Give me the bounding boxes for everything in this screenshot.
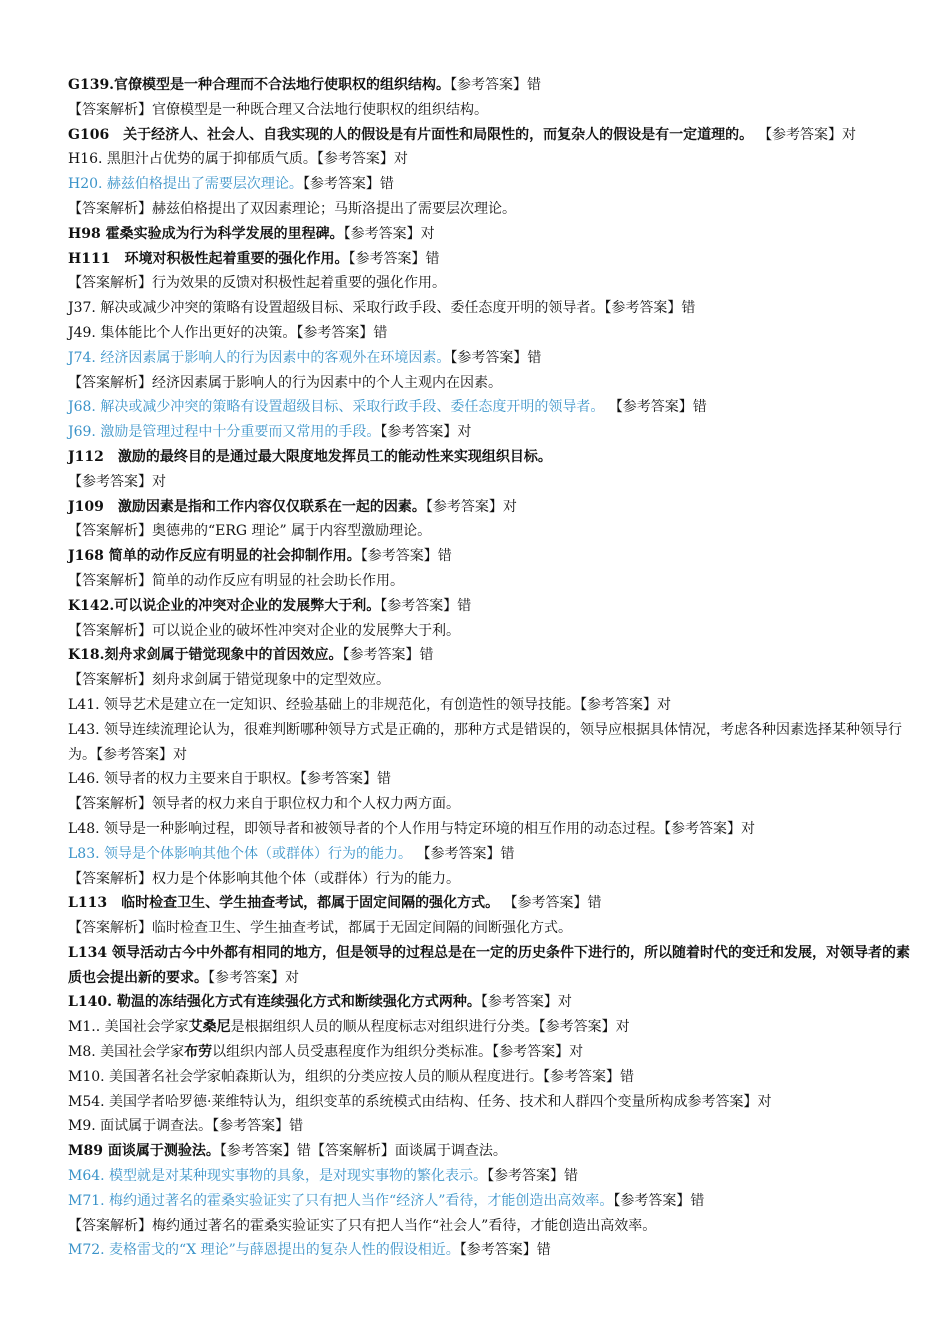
text-segment: J168 简单的动作反应有明显的社会抑制作用。 [68,548,361,565]
text-segment: 【参考答案】对 [343,225,435,242]
text-segment: 【参考答案】对 [425,498,517,515]
text-line [68,1139,910,1164]
text-line [68,147,910,172]
text-line [68,668,910,693]
text-segment: G106 关于经济人、社会人、自我实现的人的假设是有片面性和局限性的，而复杂人的假设是有一定道理的。 [68,126,759,143]
text-line [68,718,910,768]
text-segment: M64. 模型就是对某种现实事物的具象，是对现实事物的繁化表示。 [68,1168,488,1185]
text-segment: L48. 领导是一种影响过程，即领导者和被领导者的个人作用与特定环境的相互作用的动态过程。【参考答案】对 [68,820,756,837]
text-line [68,346,910,371]
text-segment: H16. 黑胆汁占优势的属于抑郁质气质。【参考答案】对 [68,151,408,168]
text-segment: 【参考答案】错 [412,845,515,862]
text-line [68,73,910,98]
text-line [68,842,910,867]
text-segment: 【参考答案】对 [758,126,857,143]
text-line [68,371,910,396]
text-segment: M8. 美国社会学家 [68,1044,185,1061]
text-line [68,891,910,916]
text-segment: 【答案解析】简单的动作反应有明显的社会助长作用。 [68,572,404,589]
text-segment: J112 激励的最终目的是通过最大限度地发挥员工的能动性来实现组织目标。 [68,448,552,465]
text-line [68,271,910,296]
text-segment: 【参考答案】错 [450,349,542,366]
text-segment: 【答案解析】行为效果的反馈对积极性起着重要的强化作用。 [68,275,446,292]
text-segment: J49. 集体能比个人作出更好的决策。【参考答案】错 [68,324,388,341]
text-segment: 【答案解析】经济因素属于影响人的行为因素中的个人主观内在因素。 [68,374,502,391]
text-segment: G139.官僚模型是一种合理而不合法地行使职权的组织结构。 [68,77,451,93]
text-segment: 【参考答案】错 [499,895,602,912]
text-line [68,916,910,941]
text-line [68,1040,910,1065]
text-segment: 【答案解析】赫兹伯格提出了双因素理论；马斯洛提出了需要层次理论。 [68,200,516,217]
document-body [68,73,910,1263]
text-line [68,767,910,792]
text-segment: 【参考答案】对 [380,424,472,441]
text-segment: 【参考答案】错【答案解析】面谈属于调查法。 [219,1143,507,1160]
text-line [68,1065,910,1090]
text-segment: 【参考答案】错 [459,1242,551,1259]
text-line [68,941,910,991]
text-segment: L113 临时检查卫生、学生抽查考试，都属于固定间隔的强化方式。 [68,895,500,912]
text-segment: L41. 领导艺术是建立在一定知识、经验基础上的非规范化，有创造性的领导技能。【参考答案】对 [68,696,672,713]
text-segment: L83. 领导是个体影响其他个体（或群体）行为的能力。 [68,845,413,862]
text-line [68,495,910,520]
text-line [68,197,910,222]
text-segment: H20. 赫兹伯格提出了需要层次理论。 [68,176,303,193]
text-line [68,1164,910,1189]
text-segment: L43. 领导连续流理论认为，很难判断哪种领导方式是正确的，那种方式是错误的，领导应根据具体情况，考虑各种因素选择某种领导行为。【参考答案】对 [68,721,903,763]
text-line [68,123,910,148]
text-line [68,619,910,644]
text-segment: 【参考答案】对 [480,994,572,1011]
text-line [68,817,910,842]
text-segment: 艾桑尼 [188,1019,231,1036]
text-segment: M89 面谈属于测验法。 [68,1143,220,1160]
text-line [68,1214,910,1239]
text-segment: L134 领导活动古今中外都有相同的地方，但是领导的过程总是在一定的历史条件下进行的，所以随着时代的变迁和发展，对领导者的素质也会提出新的要求。 [68,944,910,986]
text-segment: 【参考答案】错 [450,77,542,93]
text-segment: 【答案解析】可以说企业的破坏性冲突对企业的发展弊大于利。 [68,622,460,639]
text-line [68,98,910,123]
text-segment: M54. 美国学者哈罗德·莱维特认为，组织变革的系统模式由结构、任务、技术和人群四个变量所构成参考答案】对 [68,1093,772,1110]
text-segment: 【参考答案】错 [487,1168,579,1185]
text-segment: 【参考答案】错 [342,647,434,664]
text-segment: 【参考答案】错 [380,597,472,614]
text-segment: 【参考答案】错 [348,250,440,267]
text-segment: M71. 梅约通过著名的霍桑实验证实了只有把人当作“经济人”看待，才能创造出高效率。 [68,1192,614,1209]
text-segment: 以组织内部人员受惠程度作为组织分类标准。【参考答案】对 [212,1044,584,1061]
text-segment: J109 激励因素是指和工作内容仅仅联系在一起的因素。 [68,498,426,515]
text-segment: K142.可以说企业的冲突对企业的发展弊大于利。 [68,597,381,614]
text-segment: 【参考答案】对 [68,473,166,490]
text-segment: M9. 面试属于调查法。【参考答案】错 [68,1118,304,1135]
text-segment: J69. 激励是管理过程中十分重要而又常用的手段。 [68,424,381,441]
text-line [68,792,910,817]
text-segment: H111 环境对积极性起着重要的强化作用。 [68,250,349,267]
text-line [68,544,910,569]
text-segment: M72. 麦格雷戈的“X 理论”与薛恩提出的复杂人性的假设相近。 [68,1242,460,1259]
text-segment: L140. 勒温的冻结强化方式有连续强化方式和断续强化方式两种。 [68,994,481,1011]
text-segment: 是根据组织人员的顺从程度标志对组织进行分类。【参考答案】对 [230,1019,630,1036]
text-line [68,990,910,1015]
text-segment: 【答案解析】临时检查卫生、学生抽查考试，都属于无固定间隔的间断强化方式。 [68,920,572,937]
text-segment: 【答案解析】官僚模型是一种既合理又合法地行使职权的组织结构。 [68,101,488,118]
text-segment: M1.. 美国社会学家 [68,1019,189,1036]
text-segment: J74. 经济因素属于影响人的行为因素中的客观外在环境因素。 [68,349,451,366]
text-line [68,296,910,321]
text-segment: 【参考答案】对 [208,969,299,986]
text-segment: J68. 解决或减少冲突的策略有设置超级目标、采取行政手段、委任态度开明的领导者。 [68,399,605,416]
text-line [68,1015,910,1040]
text-line [68,470,910,495]
text-segment: 【参考答案】错 [302,176,394,193]
text-line [68,569,910,594]
text-segment: 【答案解析】领导者的权力来自于职位权力和个人权力两方面。 [68,796,460,813]
text-segment: 【参考答案】错 [360,548,452,565]
text-segment: H98 霍桑实验成为行为科学发展的里程碑。 [68,225,344,242]
text-line [68,445,910,470]
text-segment: 布劳 [184,1044,213,1061]
text-line [68,247,910,272]
text-line [68,395,910,420]
text-line [68,222,910,247]
text-segment: 【答案解析】奥德弗的“ERG 理论” 属于内容型激励理论。 [68,523,432,540]
text-line [68,420,910,445]
text-line [68,867,910,892]
text-segment: 【答案解析】梅约通过著名的霍桑实验证实了只有把人当作“社会人”看待，才能创造出高效率。 [68,1217,657,1234]
text-line [68,693,910,718]
text-line [68,1090,910,1115]
text-segment: M10. 美国著名社会学家帕森斯认为，组织的分类应按人员的顺从程度进行。【参考答案】错 [68,1068,635,1085]
text-segment: K18.刻舟求剑属于错觉现象中的首因效应。 [68,647,343,664]
text-line [68,594,910,619]
text-line [68,1189,910,1214]
text-segment: L46. 领导者的权力主要来自于职权。【参考答案】错 [68,771,392,788]
text-line [68,172,910,197]
text-line [68,1114,910,1139]
text-line [68,519,910,544]
text-line [68,1238,910,1263]
text-line [68,643,910,668]
text-segment: J37. 解决或减少冲突的策略有设置超级目标、采取行政手段、委任态度开明的领导者。【参考答案】错 [68,300,696,317]
text-line [68,321,910,346]
text-segment: 【参考答案】错 [604,399,707,416]
text-segment: 【答案解析】刻舟求剑属于错觉现象中的定型效应。 [68,672,390,689]
text-segment: 【答案解析】权力是个体影响其他个体（或群体）行为的能力。 [68,870,460,887]
text-segment: 【参考答案】错 [613,1192,705,1209]
